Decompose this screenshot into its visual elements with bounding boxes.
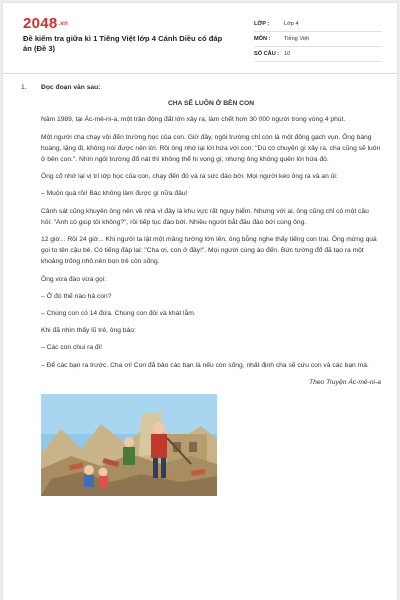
passage-paragraph: Ông cố nhớ lại vị trí lớp học của con, chạy đến đó và ra sức đào bới. Mọi người kéo ông ra và an ủi:	[41, 173, 338, 181]
document-header	[3, 3, 397, 69]
meta-row-grade	[254, 17, 382, 32]
meta-value: 10	[284, 51, 291, 57]
document-page	[3, 3, 397, 600]
passage-paragraph: Khi đã nhìn thấy lũ trẻ, ông bảo:	[41, 327, 136, 335]
question-header	[21, 82, 381, 93]
site-logo[interactable]	[23, 15, 68, 32]
passage-paragraph: Ông vừa đào vừa gọi:	[41, 275, 107, 283]
story-title: CHA SẼ LUÔN Ở BÊN CON	[167, 100, 255, 108]
passage-paragraph: – Chúng con có 14 đứa. Chúng con đói và khát lắm.	[41, 310, 196, 318]
logo-text: 2048	[23, 15, 58, 32]
meta-row-subject	[254, 32, 382, 47]
meta-table	[254, 17, 382, 62]
story-illustration	[41, 394, 217, 496]
passage-paragraph: – Để các bạn ra trước. Cha ơi! Con đã bảo các bạn là nếu còn sống, nhất định cha sẽ cứu con và các bạn mà.	[41, 361, 369, 369]
passage-paragraph: Năm 1989, tại Ác-mê-ni-a, một trận động đất lớn xảy ra, làm chết hơn 30 000 người trong vòng 4 phút.	[41, 116, 346, 124]
meta-key: LỚP :	[254, 21, 270, 27]
passage-paragraph: 12 giờ... Rồi 24 giờ... Khi người ta lật một mảng tường lớn lên, ông bỗng nghe thấy tiếng con trai. Ông mừng quá gọi to tên cậu bé. Có tiếng đáp lại: "Cha ơi, con ở đây!". Mọi người cùng ào đến. Bức tường đổ đã tạo ra một khoảng trống nhỏ nên bọn trẻ còn sống.	[41, 236, 377, 266]
question-block	[21, 82, 381, 496]
meta-key: MÔN :	[254, 36, 271, 42]
meta-value: Lớp 4	[284, 21, 299, 27]
passage-paragraph: – Các con chui ra đi!	[41, 344, 102, 352]
question-number: 1.	[21, 84, 27, 91]
illustration-image	[41, 394, 217, 496]
passage-source: Theo Truyện Ác-mê-ni-a	[309, 378, 381, 386]
passage-paragraph: Cảnh sát cũng khuyên ông nên về nhà vì đây là khu vực rất nguy hiểm. Nhưng với ai, ông cũng chỉ có một câu hỏi: "Anh có giúp tôi không?", rồi tiếp tục đào bới. Nhiều người bắt đầu đào bới cùng ông.	[41, 207, 369, 226]
meta-key: SỐ CÂU :	[254, 51, 280, 57]
meta-row-question-count	[254, 47, 382, 62]
reading-passage	[41, 98, 381, 496]
passage-paragraph: Một người cha chạy vội đến trường học của con. Giờ đây, ngôi trường chỉ còn là một đống gạch vụn. Ông bàng hoàng, lặng đi, không nói được nên lời. Rồi ông nhớ lại lời hứa với con: "Dù có chuyện gì xảy ra, cha cũng sẽ luôn ở bên con.". Nhìn ngôi trường đổ nát thì không thể hi vọng gì, nhưng ông không quên lời hứa đó.	[41, 133, 381, 164]
question-prompt: Đọc đoạn văn sau:	[41, 84, 101, 91]
meta-value: Tiếng Việt	[284, 36, 309, 42]
passage-paragraph: – Ở đó thế nào hả con?	[41, 292, 112, 300]
passage-paragraph: – Muộn quá rồi! Bác không làm được gì nữa đâu!	[41, 190, 188, 198]
logo-suffix: .vn	[58, 21, 69, 28]
header-divider	[3, 73, 397, 74]
document-title: Đề kiểm tra giữa kì 1 Tiếng Việt lớp 4 Cánh Diều có đáp án (Đề 3)	[23, 34, 223, 53]
